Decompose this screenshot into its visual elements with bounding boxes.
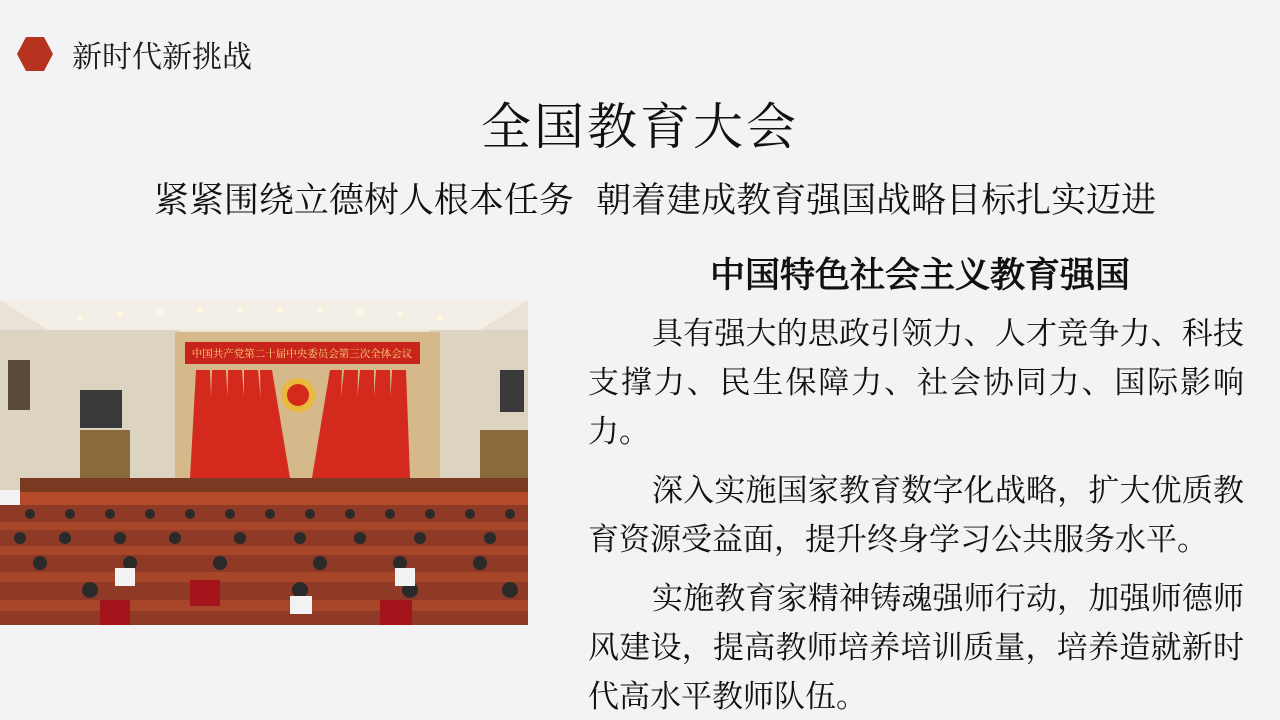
photo-banner-text: 中国共产党第二十届中央委员会第三次全体会议 — [191, 348, 413, 360]
content-column — [588, 248, 1244, 720]
subtitle: 紧紧围绕立德树人根本任务 朝着建成教育强国战略目标扎实迈进 — [153, 181, 1157, 221]
meeting-photo — [0, 300, 528, 625]
paragraph-1: 具有强大的思政引领力、人才竞争力、科技支撑力、民生保障力、社会协同力、国际影响力。 — [588, 316, 1244, 450]
content-heading: 中国特色社会主义教育强国 — [709, 256, 1130, 296]
section-label: 新时代新挑战 — [72, 40, 252, 75]
paragraph-3: 实施教育家精神铸魂强师行动，加强师德师风建设，提高教师培养培训质量，培养造就新时代高水平教师队伍。 — [588, 581, 1244, 715]
hexagon-icon — [16, 35, 54, 73]
paragraph-2: 深入实施国家教育数字化战略，扩大优质教育资源受益面，提升终身学习公共服务水平。 — [588, 473, 1244, 558]
main-title: 全国教育大会 — [481, 98, 799, 156]
